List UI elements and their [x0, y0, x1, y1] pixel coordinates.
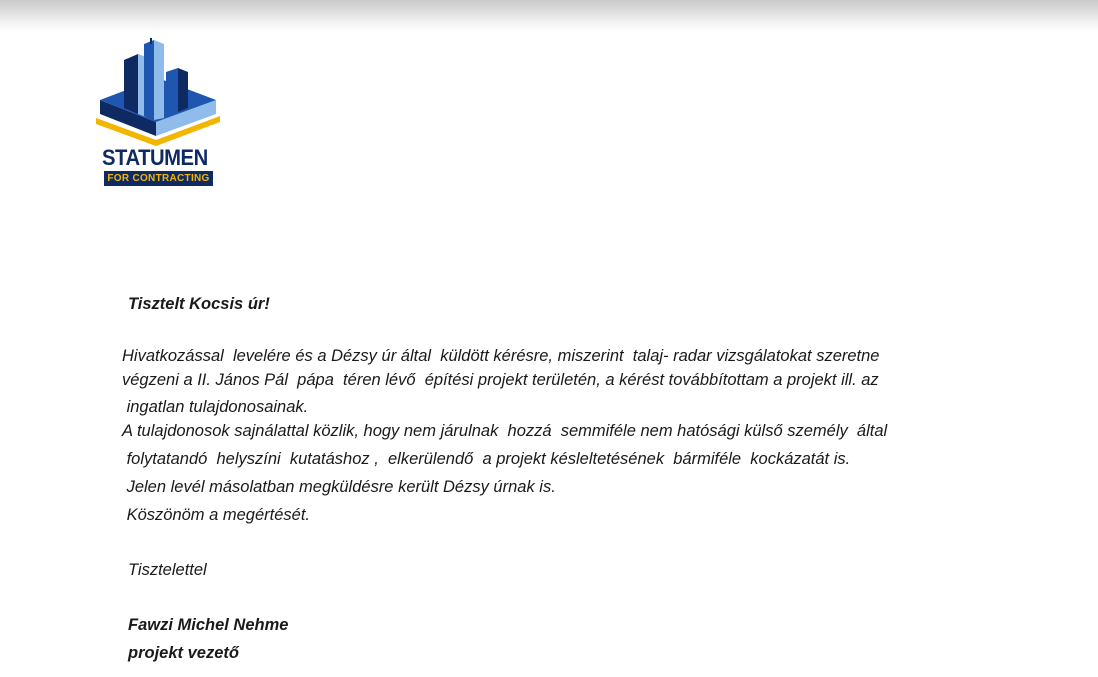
logo-wordmark: STATUMEN — [102, 145, 208, 170]
body-line: A tulajdonosok sajnálattal közlik, hogy nem járulnak hozzá semmiféle nem hatósági külső személy által — [122, 422, 888, 440]
closing: Tisztelettel — [128, 561, 207, 579]
body-line: Köszönöm a megértését. — [122, 506, 311, 524]
signer-name: Fawzi Michel Nehme — [128, 616, 289, 634]
body-line: végzeni a II. János Pál pápa téren lévő építési projekt területén, a kérést továbbítottam a projekt ill. az — [122, 371, 879, 389]
body-line: Jelen levél másolatban megküldésre került Dézsy úrnak is. — [122, 478, 556, 496]
logo-tagline: FOR CONTRACTING — [104, 171, 213, 186]
signer-title: projekt vezető — [128, 644, 239, 662]
body-line: Hivatkozással levelére és a Dézsy úr által küldött kérésre, miszerint talaj- radar vizsgálatokat szeretne — [122, 347, 880, 365]
salutation: Tisztelt Kocsis úr! — [128, 295, 270, 313]
body-line: folytatandó helyszíni kutatáshoz , elkerülendő a projekt késleltetésének bármiféle kockázatát is. — [122, 450, 851, 468]
body-line: ingatlan tulajdonosainak. — [122, 398, 309, 416]
